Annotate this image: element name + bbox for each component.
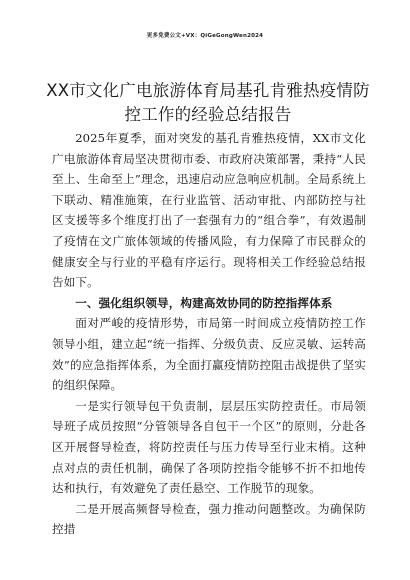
document-body [52,128,366,540]
body-paragraph: 一是实行领导包干负责制，层层压实防控责任。市局领导班子成员按照“分管领导各自包干一个区”的原则，分赴各区开展督导检查，将防控责任与压力传导至行业末梢。这种点对点的责任机制，确保了各项防控指令能够不折不扣地传达和执行，有效避免了责任悬空、工作脱节的现象。 [52,398,366,496]
body-paragraph: 面对严峻的疫情形势，市局第一时间成立疫情防控工作领导小组，建立起“统一指挥、分级负责、反应灵敏、运转高效”的应急指挥体系，为全面打赢疫情防控阻击战提供了坚实的组织保障。 [52,316,366,393]
document-title: XX市文化广电旅游体育局基孔肯雅热疫情防控工作的经验总结报告 [46,81,370,124]
watermark-header: 更多免费公文+VX：QiGeGongWen2024 [146,33,264,39]
section-heading: 一、强化组织领导，构建高效协同的防控指挥体系 [75,295,333,310]
body-paragraph: 2025年夏季，面对突发的基孔肯雅热疫情，XX市文化广电旅游体育局坚决贯彻市委、市政府决策部署，秉持“人民至上、生命至上”理念，迅速启动应急响应机制。全局系统上下联动、精准施策，在行业监管、活动审批、内部防控与社区支援等多个维度打出了一套强有力的“组合拳”，有效遏制了疫情在文广旅体领域的传播风险，有力保障了市民群众的健康安全与行业的平稳有序运行。现将相关工作经验总结报告如下。 [52,131,366,290]
body-paragraph: 二是开展高频督导检查，强力推动问题整改。为确保防控措 [52,501,366,537]
